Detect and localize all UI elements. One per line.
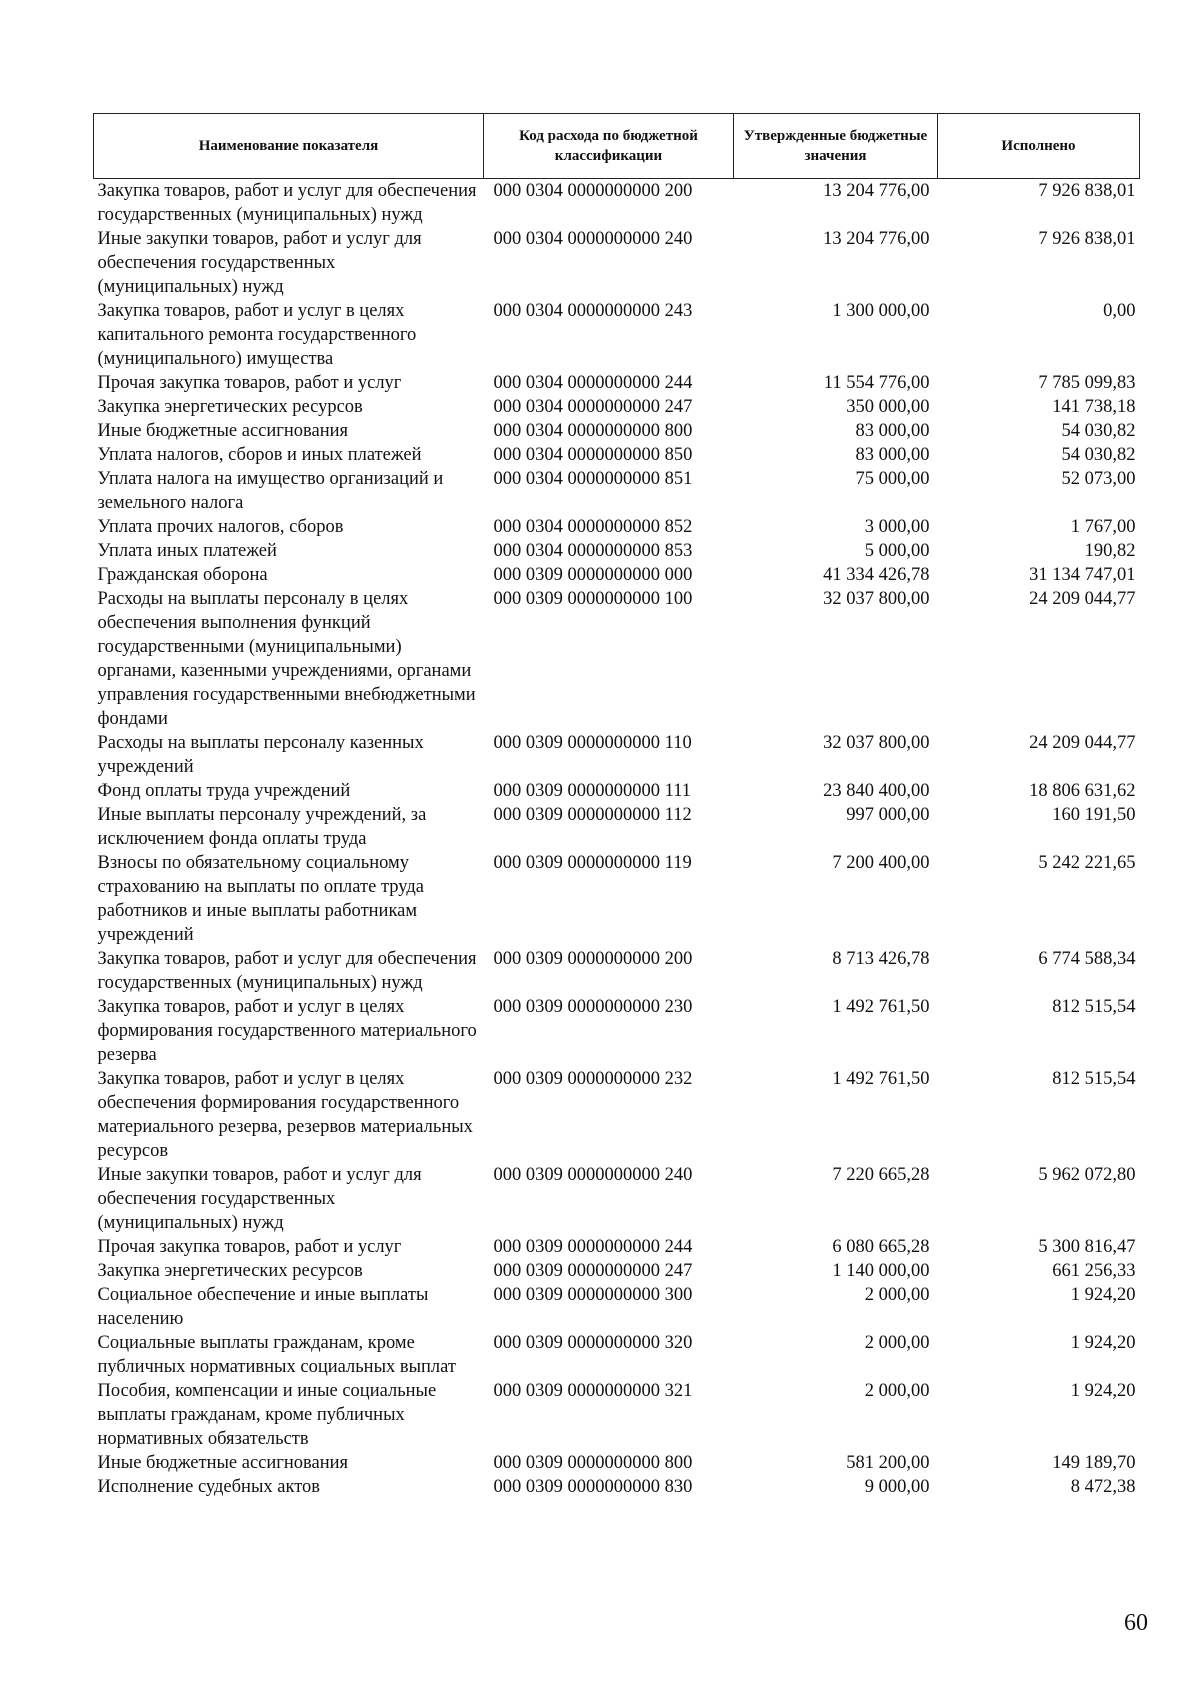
row-code: 000 0304 0000000000 851	[493, 469, 693, 489]
row-approved: 7 220 665,28	[832, 1165, 930, 1185]
row-executed: 0,00	[1103, 301, 1136, 321]
row-executed: 54 030,82	[1061, 421, 1136, 441]
row-executed: 7 926 838,01	[1038, 229, 1136, 249]
row-name: Закупка энергетических ресурсов	[97, 1261, 363, 1281]
row-code: 000 0304 0000000000 243	[493, 301, 693, 321]
table-row	[94, 851, 1140, 947]
table-row	[94, 779, 1140, 803]
row-executed: 7 926 838,01	[1038, 181, 1136, 201]
row-executed: 6 774 588,34	[1038, 949, 1136, 969]
row-name: Закупка товаров, работ и услуг для обеспечения государственных (муниципальных) нужд	[97, 181, 477, 225]
row-approved: 83 000,00	[855, 445, 930, 465]
row-name: Закупка энергетических ресурсов	[97, 397, 363, 417]
row-code: 000 0309 0000000000 232	[493, 1069, 693, 1089]
row-approved: 13 204 776,00	[823, 181, 930, 201]
row-code: 000 0309 0000000000 119	[493, 853, 692, 873]
row-approved: 1 140 000,00	[832, 1261, 930, 1281]
row-executed: 1 767,00	[1070, 517, 1136, 537]
row-code: 000 0309 0000000000 244	[493, 1237, 693, 1257]
row-approved: 32 037 800,00	[823, 733, 930, 753]
row-name: Иные выплаты персоналу учреждений, за исключением фонда оплаты труда	[97, 805, 427, 849]
row-code: 000 0309 0000000000 321	[493, 1381, 693, 1401]
row-approved: 11 554 776,00	[823, 373, 930, 393]
row-name: Уплата налогов, сборов и иных платежей	[97, 445, 422, 465]
row-approved: 581 200,00	[846, 1453, 930, 1473]
budget-report-sheet	[93, 113, 1139, 1499]
row-name: Закупка товаров, работ и услуг в целях обеспечения формирования государственного материального резерва, резервов материальных ресурсов	[97, 1069, 473, 1161]
row-code: 000 0309 0000000000 100	[493, 589, 693, 609]
table-row	[94, 731, 1140, 779]
row-code: 000 0304 0000000000 240	[493, 229, 693, 249]
row-approved: 1 492 761,50	[832, 1069, 930, 1089]
row-approved: 83 000,00	[855, 421, 930, 441]
row-name: Гражданская оборона	[97, 565, 268, 585]
row-name: Уплата иных платежей	[97, 541, 277, 561]
row-executed: 24 209 044,77	[1029, 589, 1136, 609]
row-name: Взносы по обязательному социальному страхованию на выплаты по оплате труда работников и иные выплаты работникам учреждений	[97, 853, 424, 945]
row-approved: 2 000,00	[864, 1333, 930, 1353]
table-row	[94, 1475, 1140, 1499]
table-row	[94, 299, 1140, 371]
row-code: 000 0309 0000000000 112	[493, 805, 692, 825]
table-row	[94, 371, 1140, 395]
row-code: 000 0309 0000000000 200	[493, 949, 693, 969]
header-row	[94, 114, 1140, 179]
table-row	[94, 1259, 1140, 1283]
row-executed: 7 785 099,83	[1038, 373, 1136, 393]
page-number: 60	[1124, 1610, 1148, 1636]
row-approved: 8 713 426,78	[832, 949, 930, 969]
row-executed: 812 515,54	[1052, 997, 1136, 1017]
table-row	[94, 1283, 1140, 1331]
row-code: 000 0309 0000000000 830	[493, 1477, 693, 1497]
row-name: Иные бюджетные ассигнования	[97, 1453, 349, 1473]
row-name: Иные закупки товаров, работ и услуг для обеспечения государственных (муниципальных) нужд	[97, 1165, 422, 1233]
row-approved: 32 037 800,00	[823, 589, 930, 609]
table-row	[94, 395, 1140, 419]
row-executed: 52 073,00	[1061, 469, 1136, 489]
table-row	[94, 443, 1140, 467]
row-name: Социальные выплаты гражданам, кроме публичных нормативных социальных выплат	[97, 1333, 456, 1377]
row-executed: 190,82	[1084, 541, 1136, 561]
row-executed: 18 806 631,62	[1029, 781, 1136, 801]
table-row	[94, 587, 1140, 731]
budget-execution-table	[93, 113, 1140, 1499]
row-name: Социальное обеспечение и иные выплаты населению	[97, 1285, 429, 1329]
row-name: Уплата прочих налогов, сборов	[97, 517, 344, 537]
row-code: 000 0304 0000000000 800	[493, 421, 693, 441]
table-row	[94, 1331, 1140, 1379]
row-executed: 160 191,50	[1052, 805, 1136, 825]
table-row	[94, 539, 1140, 563]
row-executed: 141 738,18	[1052, 397, 1136, 417]
row-approved: 41 334 426,78	[823, 565, 930, 585]
row-executed: 31 134 747,01	[1029, 565, 1136, 585]
row-name: Закупка товаров, работ и услуг для обеспечения государственных (муниципальных) нужд	[97, 949, 477, 993]
row-name: Расходы на выплаты персоналу казенных учреждений	[97, 733, 424, 777]
table-row	[94, 947, 1140, 995]
row-approved: 75 000,00	[855, 469, 930, 489]
row-executed: 149 189,70	[1052, 1453, 1136, 1473]
row-approved: 3 000,00	[864, 517, 930, 537]
row-code: 000 0304 0000000000 244	[493, 373, 693, 393]
row-executed: 1 924,20	[1070, 1285, 1136, 1305]
row-code: 000 0309 0000000000 240	[493, 1165, 693, 1185]
header-code: Код расхода по бюджетной классификации	[484, 114, 734, 179]
table-row	[94, 995, 1140, 1067]
row-code: 000 0309 0000000000 111	[493, 781, 692, 801]
row-approved: 6 080 665,28	[832, 1237, 930, 1257]
row-code: 000 0309 0000000000 000	[493, 565, 693, 585]
header-executed: Исполнено	[938, 114, 1140, 179]
row-code: 000 0304 0000000000 200	[493, 181, 693, 201]
row-approved: 7 200 400,00	[832, 853, 930, 873]
row-code: 000 0304 0000000000 852	[493, 517, 693, 537]
row-name: Расходы на выплаты персоналу в целях обеспечения выполнения функций государственными (муниципальными) органами, казенными учреждениями, органами управления государственными внебюджетными фондами	[97, 589, 476, 729]
row-approved: 997 000,00	[846, 805, 930, 825]
table-row	[94, 1379, 1140, 1451]
row-approved: 1 492 761,50	[832, 997, 930, 1017]
row-name: Закупка товаров, работ и услуг в целях формирования государственного материального резерва	[97, 997, 477, 1065]
row-code: 000 0309 0000000000 247	[493, 1261, 693, 1281]
table-row	[94, 563, 1140, 587]
row-executed: 8 472,38	[1070, 1477, 1136, 1497]
table-row	[94, 1163, 1140, 1235]
row-executed: 1 924,20	[1070, 1381, 1136, 1401]
table-row	[94, 1067, 1140, 1163]
row-executed: 24 209 044,77	[1029, 733, 1136, 753]
row-name: Прочая закупка товаров, работ и услуг	[97, 373, 402, 393]
row-code: 000 0309 0000000000 230	[493, 997, 693, 1017]
row-executed: 5 962 072,80	[1038, 1165, 1136, 1185]
row-approved: 2 000,00	[864, 1381, 930, 1401]
row-approved: 5 000,00	[864, 541, 930, 561]
table-row	[94, 179, 1140, 228]
row-approved: 13 204 776,00	[823, 229, 930, 249]
row-code: 000 0309 0000000000 800	[493, 1453, 693, 1473]
row-approved: 23 840 400,00	[823, 781, 930, 801]
row-code: 000 0304 0000000000 850	[493, 445, 693, 465]
row-executed: 661 256,33	[1052, 1261, 1136, 1281]
row-name: Иные закупки товаров, работ и услуг для обеспечения государственных (муниципальных) нужд	[97, 229, 422, 297]
table-row	[94, 803, 1140, 851]
row-code: 000 0304 0000000000 247	[493, 397, 693, 417]
header-approved: Утвержденные бюджетные значения	[734, 114, 938, 179]
row-executed: 1 924,20	[1070, 1333, 1136, 1353]
row-code: 000 0304 0000000000 853	[493, 541, 693, 561]
row-code: 000 0309 0000000000 110	[493, 733, 692, 753]
row-code: 000 0309 0000000000 300	[493, 1285, 693, 1305]
row-name: Фонд оплаты труда учреждений	[97, 781, 351, 801]
row-executed: 54 030,82	[1061, 445, 1136, 465]
row-approved: 350 000,00	[846, 397, 930, 417]
table-row	[94, 1451, 1140, 1475]
row-name: Закупка товаров, работ и услуг в целях капитального ремонта государственного (муниципального) имущества	[97, 301, 417, 369]
row-name: Пособия, компенсации и иные социальные выплаты гражданам, кроме публичных нормативных обязательств	[97, 1381, 437, 1449]
row-executed: 5 300 816,47	[1038, 1237, 1136, 1257]
row-approved: 2 000,00	[864, 1285, 930, 1305]
table-row	[94, 1235, 1140, 1259]
row-name: Исполнение судебных актов	[97, 1477, 321, 1497]
row-name: Иные бюджетные ассигнования	[97, 421, 349, 441]
header-name: Наименование показателя	[94, 114, 484, 179]
table-header	[94, 114, 1140, 179]
row-executed: 812 515,54	[1052, 1069, 1136, 1089]
row-approved: 9 000,00	[864, 1477, 930, 1497]
row-executed: 5 242 221,65	[1038, 853, 1136, 873]
row-approved: 1 300 000,00	[832, 301, 930, 321]
table-row	[94, 467, 1140, 515]
table-row	[94, 419, 1140, 443]
row-code: 000 0309 0000000000 320	[493, 1333, 693, 1353]
table-body	[94, 179, 1140, 1500]
table-row	[94, 515, 1140, 539]
table-row	[94, 227, 1140, 299]
row-name: Уплата налога на имущество организаций и земельного налога	[97, 469, 444, 513]
row-name: Прочая закупка товаров, работ и услуг	[97, 1237, 402, 1257]
